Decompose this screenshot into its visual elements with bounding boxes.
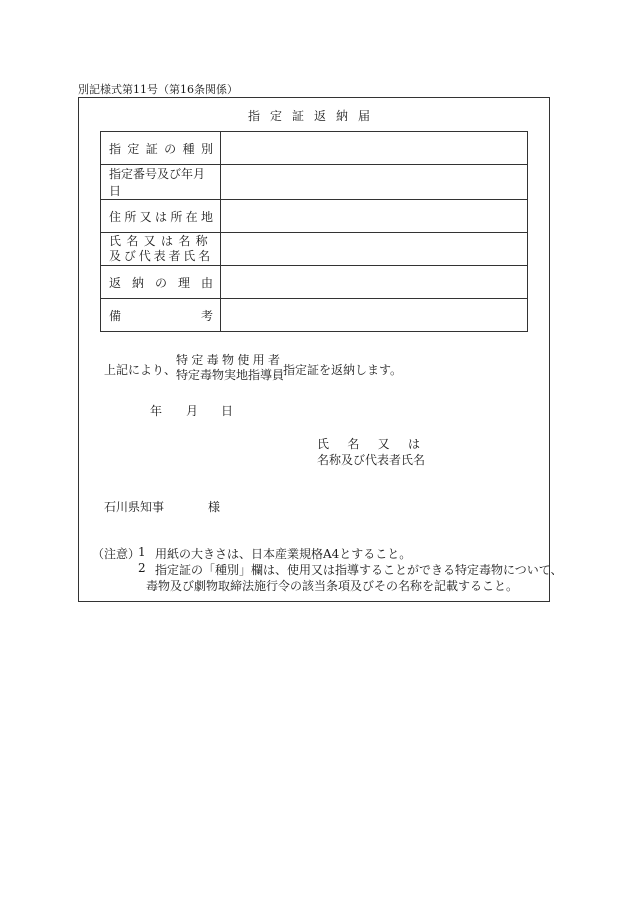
field-label-text xyxy=(109,307,213,324)
field-value-reason[interactable] xyxy=(221,266,528,299)
label-char: 返 xyxy=(109,275,122,290)
field-label-remarks xyxy=(101,299,221,332)
label-char: は xyxy=(154,209,167,224)
field-value-name[interactable] xyxy=(221,233,528,266)
field-value-address[interactable] xyxy=(221,200,528,233)
label-char: 証 xyxy=(145,141,158,156)
label-char: 別 xyxy=(200,141,213,156)
field-label-type xyxy=(101,132,221,165)
label-char: 在 xyxy=(185,209,198,224)
field-label-name xyxy=(101,233,221,266)
label-char: 指 xyxy=(109,141,122,156)
label-char: 納 xyxy=(131,275,144,290)
field-label-two-line xyxy=(109,234,214,264)
label-char: は xyxy=(407,437,420,451)
statement-options xyxy=(176,353,285,383)
label-char: び xyxy=(123,249,136,263)
label-char: 表 xyxy=(153,249,166,263)
addressee-honorific: 様 xyxy=(208,500,221,514)
label-char: 名 xyxy=(198,249,211,263)
table-row xyxy=(101,266,528,299)
note-1-text: 用紙の大きさは、日本産業規格A4とすること。 xyxy=(155,547,412,561)
field-label-reason xyxy=(101,266,221,299)
label-char: 使 xyxy=(237,353,250,367)
label-char: 定 xyxy=(191,353,204,367)
label-char: の xyxy=(154,275,167,290)
field-label-line1 xyxy=(109,234,213,249)
label-char: 氏 xyxy=(109,234,122,248)
label-char: 及 xyxy=(109,249,122,263)
date-year: 年 xyxy=(150,404,163,418)
label-char: の xyxy=(164,141,177,156)
label-char: 定 xyxy=(127,141,140,156)
note-2-text-cont: 毒物及び劇物取締法施行令の該当条項及びその名称を記載すること。 xyxy=(146,579,519,593)
label-char: 氏 xyxy=(317,437,330,451)
label-char: 備 xyxy=(109,308,122,323)
label-char: 者 xyxy=(168,249,181,263)
label-char: 氏 xyxy=(183,249,196,263)
label-char: 由 xyxy=(200,275,213,290)
label-char: 者 xyxy=(267,353,280,367)
field-label-text xyxy=(109,274,213,291)
label-char: 種 xyxy=(182,141,195,156)
form-reference: 別記様式第11号（第16条関係） xyxy=(78,83,238,96)
label-char: 毒 xyxy=(206,353,219,367)
field-label-address xyxy=(101,200,221,233)
label-char: 称 xyxy=(195,234,208,248)
label-char: 又 xyxy=(377,437,390,451)
field-label-text xyxy=(109,140,213,157)
field-label-text xyxy=(109,208,213,225)
form-title: 指定証返納届 xyxy=(247,109,380,123)
label-char: 所 xyxy=(170,209,183,224)
table-row xyxy=(101,165,528,200)
note-2-text: 指定証の「種別」欄は、使用又は指導することができる特定毒物について、 xyxy=(155,563,563,577)
table-row xyxy=(101,132,528,165)
label-char: は xyxy=(160,234,173,248)
applicant-name-line1 xyxy=(317,435,420,452)
statement-suffix: 指定証を返納します。 xyxy=(283,363,403,377)
label-char: 特 xyxy=(176,353,189,367)
label-char: 名 xyxy=(126,234,139,248)
label-char: 考 xyxy=(200,308,213,323)
label-char: 理 xyxy=(177,275,190,290)
statement-prefix: 上記により、 xyxy=(104,363,177,377)
label-char: 用 xyxy=(252,353,265,367)
field-value-remarks[interactable] xyxy=(221,299,528,332)
label-char: 又 xyxy=(143,234,156,248)
date-month: 月 xyxy=(186,404,199,418)
label-char: 又 xyxy=(139,209,152,224)
label-char: 住 xyxy=(109,209,122,224)
label-char: 名 xyxy=(178,234,191,248)
label-char: 名 xyxy=(347,437,360,451)
label-char: 代 xyxy=(138,249,151,263)
notes-label: （注意） xyxy=(92,547,141,561)
table-row xyxy=(101,200,528,233)
fields-table xyxy=(100,131,528,332)
label-char: 物 xyxy=(221,353,234,367)
statement-option-instructor: 特定毒物実地指導員 xyxy=(176,368,285,382)
field-value-number-date[interactable] xyxy=(221,165,528,200)
label-char: 地 xyxy=(200,209,213,224)
field-value-type[interactable] xyxy=(221,132,528,165)
addressee-name: 石川県知事 xyxy=(104,500,165,514)
statement-option-user xyxy=(176,353,280,368)
field-label-line2 xyxy=(109,249,213,264)
label-char: 所 xyxy=(124,209,137,224)
table-row xyxy=(101,233,528,266)
note-1-number: 1 xyxy=(138,545,146,559)
field-label-number-date xyxy=(101,165,221,200)
note-2-number: 2 xyxy=(138,561,146,575)
table-row xyxy=(101,299,528,332)
applicant-name-line2: 名称及び代表者氏名 xyxy=(317,453,426,467)
field-label-text: 指定番号及び年月日 xyxy=(109,167,206,198)
date-day: 日 xyxy=(221,404,234,418)
